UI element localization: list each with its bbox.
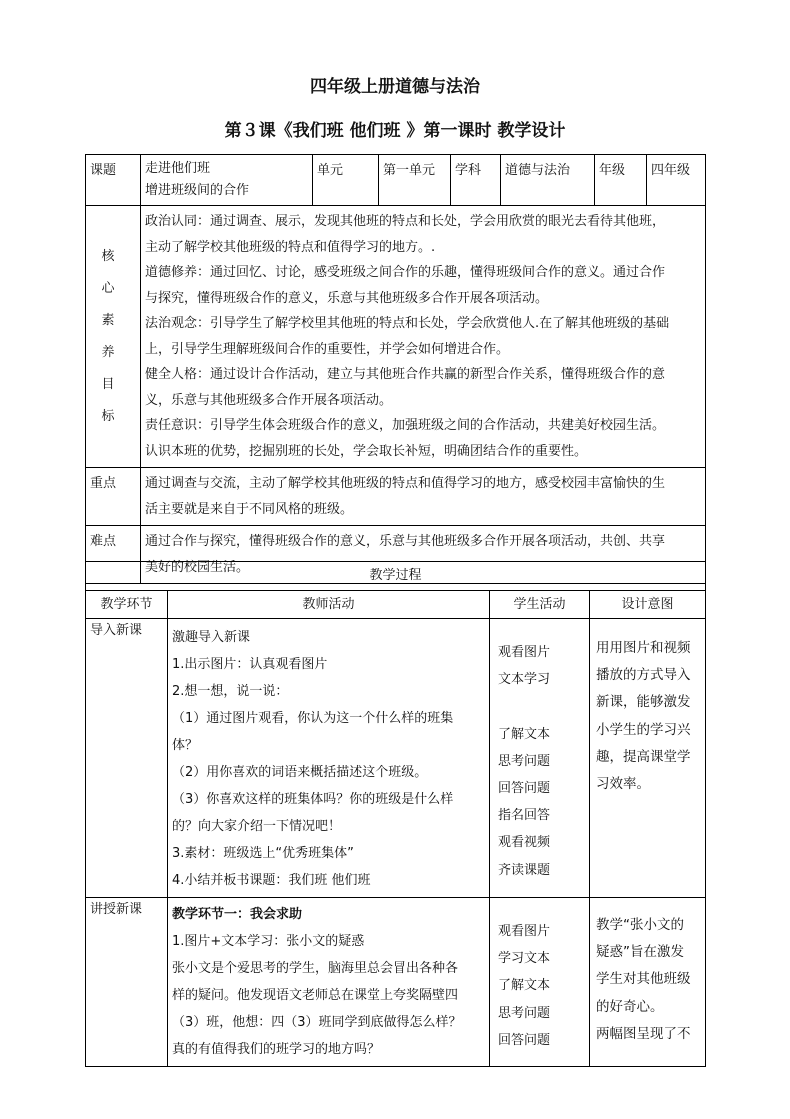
document-subtitle: 第３课《我们班 他们班 》第一课时 教学设计 [224, 121, 566, 141]
subject-label: 学科 [451, 155, 501, 206]
design-intent-cell [590, 619, 706, 898]
subject-value: 道德与法治 [501, 155, 595, 206]
teacher-line: 张小文是个爱思考的学生，脑海里总会冒出各种各 [172, 961, 459, 976]
teacher-section-heading: 教学环节一：我会求助 [172, 907, 303, 922]
key-points-content [141, 468, 706, 526]
student-line [498, 693, 585, 720]
process-title: 教学过程 [86, 562, 706, 591]
header-stage: 教学环节 [86, 590, 168, 619]
process-header-row [86, 590, 706, 619]
header-student: 学生活动 [490, 590, 590, 619]
student-line: 齐读课题 [498, 862, 551, 878]
intent-line: 用用图片和视频 [596, 640, 691, 656]
key-points-label: 重点 [86, 468, 141, 526]
unit-label: 单元 [313, 155, 379, 206]
core-goals-row [86, 206, 706, 468]
intent-line: 学生对其他班级 [596, 971, 691, 988]
intent-line: 新课，能够激发 [596, 694, 691, 711]
teacher-line: 1.图片+文本学习：张小文的疑惑 [172, 934, 365, 949]
core-line: 健全人格：通过设计合作活动，建立与其他班合作共赢的新型合作关系，懂得班级合作的意 [145, 367, 666, 382]
lesson-info-table [85, 154, 706, 584]
teacher-activity-cell [168, 619, 490, 898]
difficulty-line: 通过合作与探究，懂得班级合作的意义，乐意与其他班级多合作开展各项活动，共创、共享 [145, 534, 666, 549]
core-line: 主动了解学校其他班级的特点和值得学习的地方。. [145, 239, 436, 255]
student-line: 思考问题 [498, 753, 551, 769]
core-line: 法治观念：引导学生了解学校里其他班的特点和长处，学会欣赏他人.在了解其他班级的基础 [145, 316, 670, 331]
student-line: 观看视频 [498, 835, 551, 851]
teacher-line: 激趣导入新课 [172, 630, 251, 645]
student-line: 指名回答 [498, 808, 551, 824]
grade-label: 年级 [595, 155, 647, 206]
teacher-line: （3）班，他想：四（3）班同学到底做得怎么样？ [172, 1015, 462, 1030]
key-points-row [86, 468, 706, 526]
core-label-line: 素 养 [101, 312, 125, 360]
intent-line: 播放的方式导入 [596, 667, 691, 684]
core-line: 政治认同：通过调查、展示，发现其他班的特点和长处，学会用欣赏的眼光去看待其他班， [145, 214, 666, 229]
intent-line: 两幅图呈现了不 [596, 1025, 691, 1042]
teacher-line: 样的疑问。他发现语文老师总在课堂上夸奖隔壁四 [172, 988, 459, 1003]
core-label-line: 目 标 [101, 376, 125, 424]
teacher-activity-cell [168, 898, 490, 1067]
intent-line: 趣，提高课堂学 [596, 748, 691, 765]
intent-line: 疑惑”旨在激发 [596, 944, 684, 961]
teacher-line: 4.小结并板书课题：我们班 他们班 [172, 873, 371, 888]
difficulty-line: 美好的校园生活。 [145, 559, 250, 575]
teacher-line: 真的有值得我们的班学习的地方吗？ [172, 1042, 381, 1057]
difficulty-label: 难点 [86, 526, 141, 584]
student-activity-cell [490, 619, 590, 898]
teacher-line: 体？ [172, 738, 199, 753]
core-line: 与探究，懂得班级合作的意义，乐意与其他班级多合作开展各项活动。 [145, 290, 549, 306]
topic-value [141, 155, 313, 206]
student-line: 了解文本 [498, 726, 551, 742]
student-activity-cell [490, 898, 590, 1067]
key-line: 通过调查与交流，主动了解学校其他班级的特点和值得学习的地方，感受校园丰富愉快的生 [145, 476, 666, 491]
student-line: 学习文本 [498, 951, 551, 967]
topic-line: 走进他们班 [145, 161, 211, 176]
grade-value: 四年级 [647, 155, 706, 206]
header-teacher: 教师活动 [168, 590, 490, 619]
core-goals-label [86, 206, 141, 468]
core-label-line: 核 心 [101, 248, 125, 296]
stage-cell: 导入新课 [86, 619, 168, 898]
process-row-intro [86, 619, 706, 898]
student-line: 思考问题 [498, 1005, 551, 1021]
teacher-line: （1）通过图片观看，你认为这一个什么样的班集 [172, 711, 454, 726]
intent-line: 的好奇心。 [596, 998, 664, 1015]
document-title: 四年级上册道德与法治 [310, 77, 480, 97]
student-line: 回答问题 [498, 781, 551, 796]
core-line: 责任意识：引导学生体会班级合作的意义，加强班级之间的合作活动，共建美好校园生活。 [145, 418, 666, 433]
teacher-line: （2）用你喜欢的词语来概括描述这个班级。 [172, 765, 428, 780]
core-line: 上，引导学生理解班级间合作的重要性，并学会如何增进合作。 [145, 341, 510, 357]
teaching-process-table [85, 561, 706, 1067]
key-line: 活主要就是来自于不同风格的班级。 [145, 501, 354, 517]
student-line: 观看图片 [498, 645, 551, 660]
intent-line: 教学“张小文的 [596, 917, 684, 933]
design-intent-cell [590, 898, 706, 1067]
student-line: 观看图片 [498, 924, 551, 939]
process-title-row [86, 562, 706, 591]
student-line: 了解文本 [498, 978, 551, 994]
intent-line: 小学生的学习兴 [596, 721, 691, 738]
core-goals-content [141, 206, 706, 468]
student-line: 回答问题 [498, 1032, 551, 1048]
teacher-line: （3）你喜欢这样的班集体吗？你的班级是什么样 [172, 792, 454, 807]
intent-line: 习效率。 [596, 776, 650, 793]
stage-cell: 讲授新课 [86, 898, 168, 1067]
teacher-line: 的？向大家介绍一下情况吧！ [172, 819, 342, 834]
teacher-line: 2.想一想，说一说： [172, 684, 289, 699]
header-intent: 设计意图 [590, 590, 706, 619]
topic-label: 课题 [86, 155, 141, 206]
student-line: 文本学习 [498, 672, 551, 688]
info-row [86, 155, 706, 206]
core-line: 道德修养：通过回忆、讨论，感受班级之间合作的乐趣，懂得班级间合作的意义。通过合作 [145, 265, 666, 280]
process-row-lecture [86, 898, 706, 1067]
unit-value: 第一单元 [379, 155, 451, 206]
topic-line: 增进班级间的合作 [145, 183, 250, 198]
teacher-line: 3.素材：班级选上“优秀班集体” [172, 846, 354, 861]
core-line: 认识本班的优势，挖掘别班的长处，学会取长补短，明确团结合作的重要性。 [145, 443, 588, 459]
core-line: 义，乐意与其他班级多合作开展各项活动。 [145, 392, 393, 408]
teacher-line: 1.出示图片：认真观看图片 [172, 657, 328, 672]
